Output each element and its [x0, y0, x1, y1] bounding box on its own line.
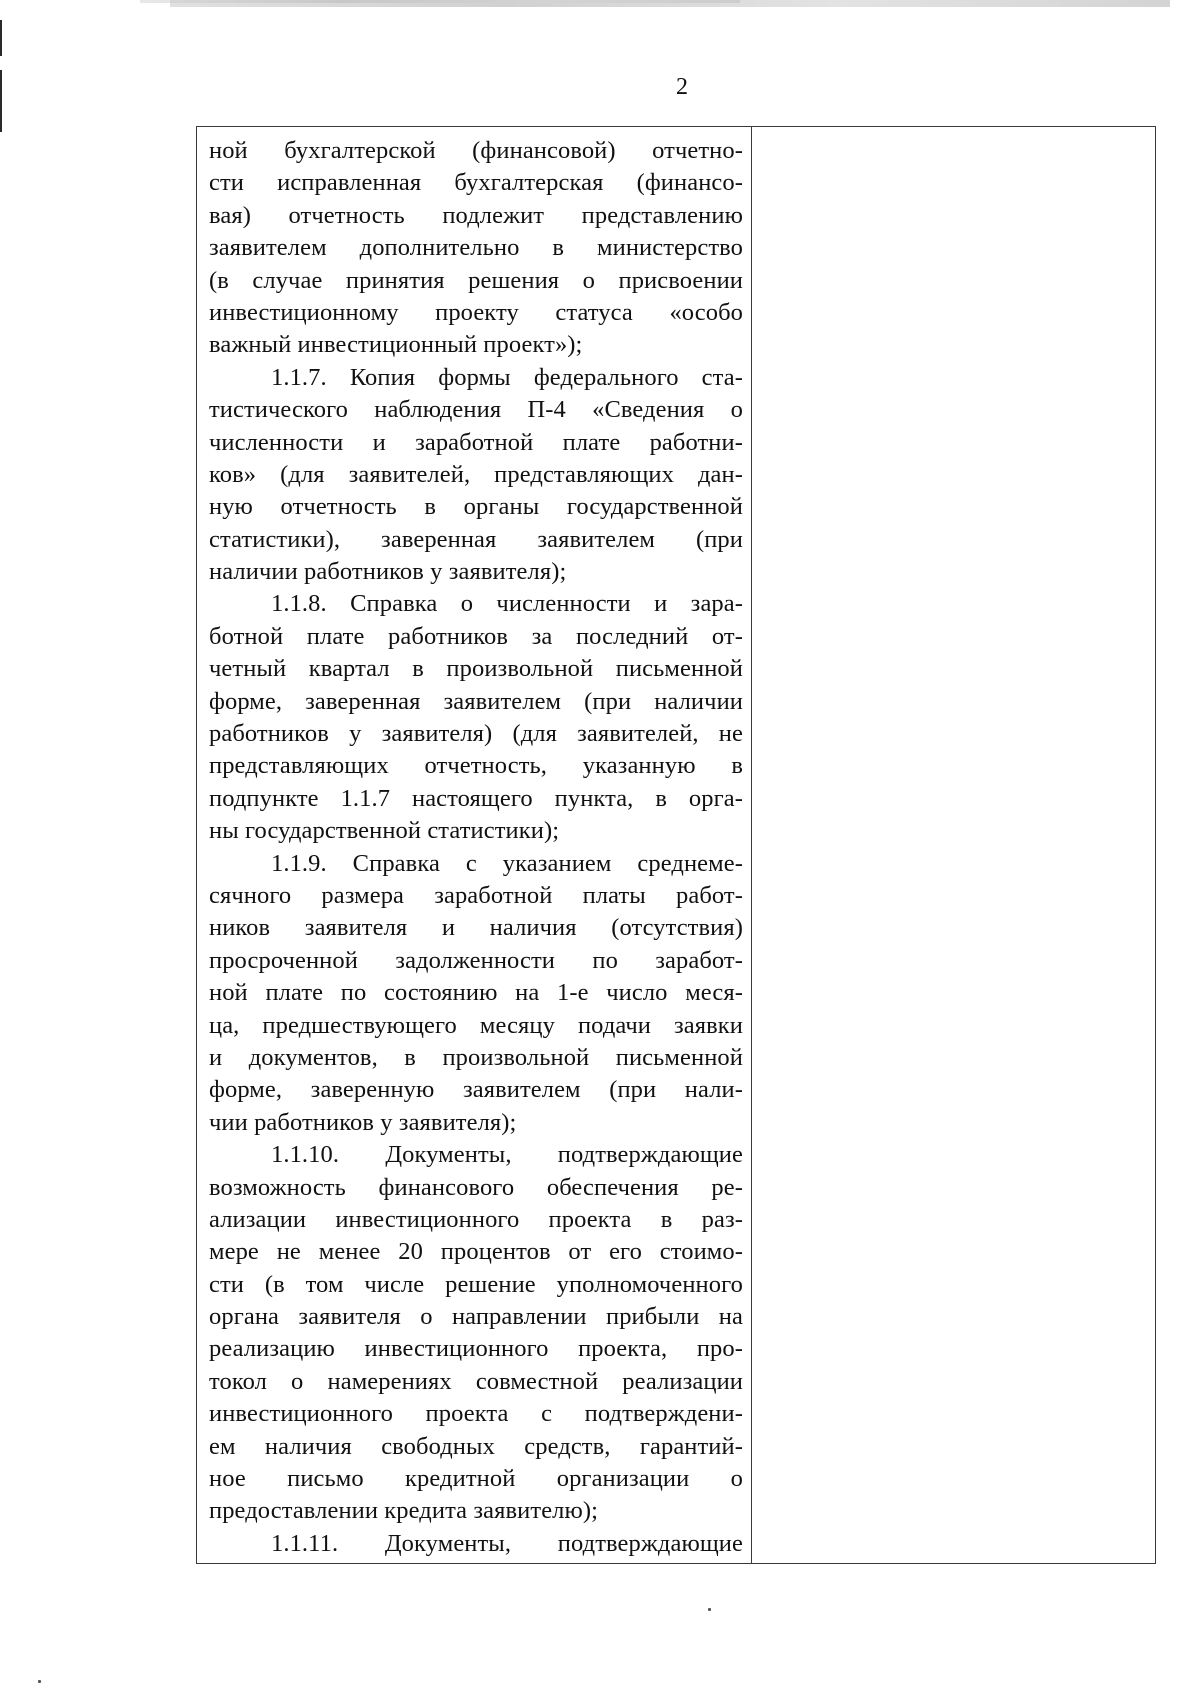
text-line: вая) отчетность подлежит представлению	[209, 201, 743, 229]
text-line: форме, заверенную заявителем (при нали-	[209, 1076, 743, 1104]
text-line: инвестиционному проекту статуса «особо	[209, 298, 743, 326]
text-line: ной бухгалтерской (финансовой) отчетно-	[209, 137, 743, 164]
scan-top-edge-thin	[140, 0, 740, 3]
document-table	[196, 126, 1156, 1564]
text-line: ной плате по состоянию на 1-е число меся-	[209, 979, 743, 1007]
text-line: ны государственной статистики);	[209, 817, 560, 845]
text-line: ца, предшествующего месяцу подачи заявки	[209, 1011, 743, 1039]
scan-speck	[708, 1608, 711, 1611]
text-line: статистики), заверенная заявителем (при	[209, 525, 743, 553]
column-divider	[751, 127, 752, 1563]
text-line: ников заявителя и наличия (отсутствия)	[209, 914, 743, 942]
text-line: ем наличия свободных средств, гарантий-	[209, 1432, 743, 1460]
text-line: 1.1.11. Документы, подтверждающие	[271, 1529, 743, 1557]
text-line: инвестиционного проекта с подтверждени-	[209, 1400, 743, 1428]
scan-speck	[38, 1680, 41, 1683]
text-line: мере не менее 20 процентов от его стоимо-	[209, 1238, 743, 1266]
text-line: работников у заявителя) (для заявителей, не	[209, 720, 743, 748]
text-line: ное письмо кредитной организации о	[209, 1465, 743, 1493]
text-line: токол о намерениях совместной реализации	[209, 1367, 743, 1395]
text-line: 1.1.10. Документы, подтверждающие	[271, 1141, 743, 1169]
text-line: важный инвестиционный проект»);	[209, 331, 583, 359]
binding-mark	[0, 20, 2, 56]
text-line: возможность финансового обеспечения ре-	[209, 1173, 743, 1201]
table-cell-right-empty	[753, 127, 1155, 1563]
text-line: ботной плате работников за последний от-	[209, 622, 743, 650]
text-line: и документов, в произвольной письменной	[209, 1043, 743, 1071]
text-line: заявителем дополнительно в министерство	[209, 234, 743, 262]
text-line: наличии работников у заявителя);	[209, 558, 567, 586]
binding-mark	[0, 70, 2, 132]
text-line: ную отчетность в органы государственной	[209, 493, 743, 521]
text-line: органа заявителя о направлении прибыли на	[209, 1303, 743, 1331]
page-number: 2	[676, 74, 688, 100]
text-line: предоставлении кредита заявителю);	[209, 1497, 599, 1525]
text-line: форме, заверенная заявителем (при наличии	[209, 687, 743, 715]
text-line: сти исправленная бухгалтерская (финансо-	[209, 169, 743, 197]
text-line: представляющих отчетность, указанную в	[209, 752, 743, 780]
text-line: ков» (для заявителей, представляющих дан-	[209, 460, 743, 488]
text-line: численности и заработной плате работни-	[209, 428, 743, 456]
text-line: 1.1.8. Справка о численности и зара-	[271, 590, 743, 618]
text-line: четный квартал в произвольной письменной	[209, 655, 743, 683]
text-line: сячного размера заработной платы работ-	[209, 881, 743, 909]
text-line: (в случае принятия решения о присвоении	[209, 266, 743, 294]
text-line: тистического наблюдения П-4 «Сведения о	[209, 396, 743, 424]
table-cell-left-text	[209, 135, 743, 1557]
text-line: ализации инвестиционного проекта в раз-	[209, 1205, 743, 1233]
text-line: подпункте 1.1.7 настоящего пункта, в орга-	[209, 784, 743, 812]
text-line: 1.1.9. Справка с указанием среднеме-	[271, 849, 743, 877]
text-line: чии работников у заявителя);	[209, 1108, 517, 1136]
text-line: просроченной задолженности по заработ-	[209, 946, 743, 974]
text-line: сти (в том числе решение уполномоченного	[209, 1270, 743, 1298]
text-line: реализацию инвестиционного проекта, про-	[209, 1335, 743, 1363]
text-line: 1.1.7. Копия формы федерального ста-	[271, 363, 743, 391]
